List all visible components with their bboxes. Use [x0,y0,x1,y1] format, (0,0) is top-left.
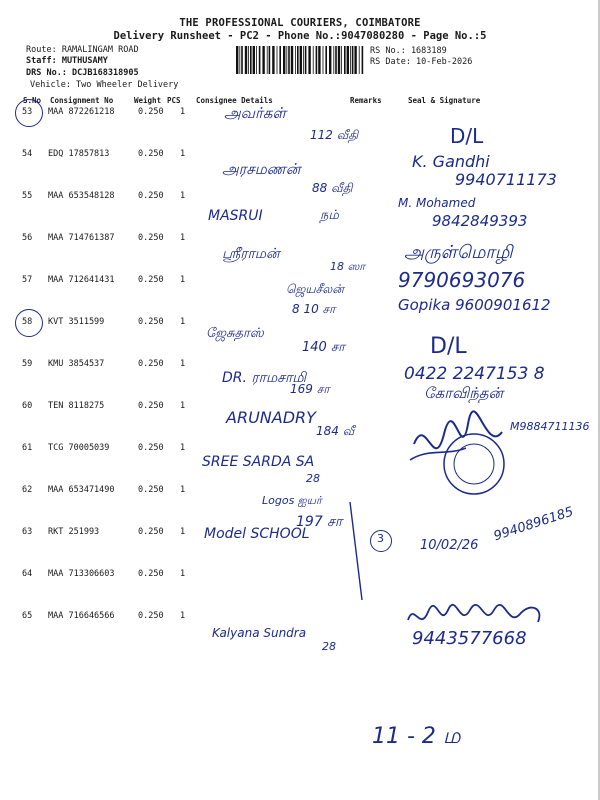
row-pcs: 1 [180,191,186,201]
barcode-bar [288,46,290,74]
barcode-bar [245,46,247,74]
rs-date: RS Date: 10-Feb-2026 [370,57,473,67]
row-consignment: EDQ 17857813 [48,149,110,159]
row-consignment: MAA 712641431 [48,275,115,285]
hw-r53-name: அவர்கள் [224,104,286,122]
row-pcs: 1 [180,317,186,327]
row-consignment: TCG 70005039 [48,443,110,453]
hw-r55-door: நம் [320,208,339,223]
barcode-bar [259,46,261,74]
row-weight: 0.250 [138,149,164,159]
barcode-bar [279,46,281,74]
barcode-bar [303,46,304,74]
col-consignment: Consignment No [50,96,114,105]
hw-r65-door: 28 [322,640,336,653]
barcode-bar [300,46,302,74]
barcode-bar [352,46,354,74]
barcode-bar [335,46,337,74]
row-weight: 0.250 [138,107,164,117]
hw-r63-sig: 10/02/26 [420,538,479,553]
row-sno: 54 [22,149,33,159]
runsheet-title: Delivery Runsheet - PC2 - Phone No.:9047080280 - Page No.:5 [113,30,487,42]
col-consignee: Consignee Details [196,96,273,105]
barcode-bar [333,46,334,74]
col-seal-signature: Seal & Signature [408,96,481,105]
barcode-bar [341,46,342,74]
row-consignment: RKT 251993 [48,527,100,537]
barcode-bar [256,46,257,74]
row-weight: 0.250 [138,401,164,411]
hw-r58-remark: D/L [430,334,467,359]
hw-r65-phone: 9443577668 [412,628,527,649]
hw-r53-door: 112 வீதி [310,128,359,142]
row-sno: 59 [22,359,33,369]
barcode-bar [297,46,299,74]
hw-r53-remark: D/L [450,124,484,148]
hw-r58-name: ஜேசுதாஸ் [206,326,264,341]
row-weight: 0.250 [138,443,164,453]
row-consignment: MAA 713306603 [48,569,115,579]
row-sno: 57 [22,275,33,285]
hw-r63-note: 3 [377,532,384,545]
hw-r59-name: DR. ராமசாமி [222,370,307,386]
hw-r56-name: ஸ்ரீராமன் [222,246,280,262]
row-sno: 58 [22,317,33,327]
row-sno: 60 [22,401,33,411]
hw-r62-door: 197 சா [296,514,343,530]
hw-r62-name: Logos ஐயர் [262,494,322,507]
hw-r57-door: 8 10 சா [292,302,336,316]
barcode-bar [283,46,285,74]
row-sno: 61 [22,443,33,453]
col-sno: S.No [23,96,42,105]
barcode-bar [305,46,307,74]
row-pcs: 1 [180,233,186,243]
staff-line: Staff: MUTHUSAMY [26,56,108,66]
hw-r57-name: ஜெயசீலன் [286,282,344,296]
barcode-bar [253,46,255,74]
row-sno: 63 [22,527,33,537]
row-weight: 0.250 [138,485,164,495]
barcode-bar [269,46,271,74]
company-title: THE PROFESSIONAL COURIERS, COIMBATORE [179,17,421,29]
barcode-bar [362,46,364,74]
barcode-bar [318,46,320,74]
barcode-bar [329,46,331,74]
row-weight: 0.250 [138,359,164,369]
hw-r63-name: Model SCHOOL [204,526,310,542]
row-pcs: 1 [180,401,186,411]
sno-circle-58 [15,309,43,337]
row-consignment: MAA 872261218 [48,107,115,117]
hw-r59-sig: கோவிந்தன் [424,384,504,402]
hw-r60-phone: M9884711136 [510,420,590,433]
hw-r60-door: 184 வீ [316,424,355,438]
vehicle-line: Vehicle: Two Wheeler Delivery [30,80,179,90]
barcode-bar [323,46,324,74]
row-sno: 64 [22,569,33,579]
barcode-bar [239,46,240,74]
hw-r63-phone: 9940896185 [492,504,576,545]
barcode-bar [316,46,318,74]
row-pcs: 1 [180,611,186,621]
hw-r54-name: அரசமணன் [222,160,301,178]
barcode-bar [272,46,274,74]
hw-r61-name: SREE SARDA SA [202,454,315,470]
barcode-bar [295,46,296,74]
row-consignment: KVT 3511599 [48,317,105,327]
row-consignment: TEN 8118275 [48,401,105,411]
row-weight: 0.250 [138,317,164,327]
hw-r59-phone: 0422 2247153 8 [404,364,545,384]
hw-r54-door: 88 வீதி [312,181,353,195]
barcode-bar [241,46,243,74]
barcode-bar [359,46,360,74]
barcode-bar [286,46,287,74]
col-pcs: PCS [167,96,181,105]
sno-circle-53 [15,99,43,127]
row-consignment: MAA 653471490 [48,485,115,495]
hw-r56-sig: அருள்மொழி [404,242,513,263]
row-pcs: 1 [180,359,186,369]
barcode-bar [347,46,349,74]
row-pcs: 1 [180,485,186,495]
col-weight: Weight [134,96,162,105]
hw-footer-note: 11 - 2 ம [372,724,461,749]
col-remarks: Remarks [350,96,382,105]
barcode-bar [344,46,346,74]
row-weight: 0.250 [138,191,164,201]
row-consignment: MAA 716646566 [48,611,115,621]
hw-r56-door: 18 ஸா [330,260,366,273]
row-consignment: MAA 714761387 [48,233,115,243]
row-weight: 0.250 [138,569,164,579]
row-sno: 55 [22,191,33,201]
drs-line: DRS No.: DCJB168318905 [26,68,139,78]
hw-r55-name: MASRUI [208,208,263,224]
barcode [236,46,364,74]
row-weight: 0.250 [138,233,164,243]
ink-bracket-line [340,500,370,610]
row-weight: 0.250 [138,527,164,537]
barcode-bar [291,46,293,74]
rs-number: RS No.: 1683189 [370,46,447,56]
row-sno: 53 [22,107,33,117]
row-pcs: 1 [180,149,186,159]
hw-r55-phone: 9842849393 [432,212,528,230]
hw-r59-door: 169 சா [290,382,330,396]
route-line: Route: RAMALINGAM ROAD [26,45,139,55]
seal-stamp [406,404,526,498]
barcode-bar [313,46,314,74]
barcode-bar [277,46,278,74]
barcode-bar [267,46,268,74]
barcode-bar [236,46,238,74]
row-pcs: 1 [180,527,186,537]
rs-info [370,46,472,68]
hw-r58-door: 140 சா [302,340,345,355]
barcode-bar [325,46,327,74]
row-pcs: 1 [180,569,186,579]
row-sno: 62 [22,485,33,495]
hw-r57-sig: Gopika 9600901612 [398,296,551,314]
barcode-bar [354,46,356,74]
hw-r54-phone: 9940711173 [455,170,557,189]
row-sno: 56 [22,233,33,243]
barcode-bar [338,46,340,74]
barcode-bar [248,46,249,74]
hw-r55-sig: M. Mohamed [398,196,476,210]
row-consignment: KMU 3854537 [48,359,105,369]
row-weight: 0.250 [138,611,164,621]
row-sno: 65 [22,611,33,621]
row-pcs: 1 [180,443,186,453]
barcode-bar [250,46,252,74]
hw-r60-name: ARUNADRY [226,408,316,427]
hw-r54-sig: K. Gandhi [412,152,490,171]
row-pcs: 1 [180,107,186,117]
row-consignment: MAA 653548128 [48,191,115,201]
hw-r65-name: Kalyana Sundra [212,626,307,640]
hw-r61-door: 28 [306,472,320,485]
hw-r57-phone: 9790693076 [398,268,526,292]
r65-signature [404,598,554,632]
row-weight: 0.250 [138,275,164,285]
row-pcs: 1 [180,275,186,285]
barcode-bar [262,46,264,74]
barcode-bar [308,46,310,74]
barcode-bar [350,46,351,74]
